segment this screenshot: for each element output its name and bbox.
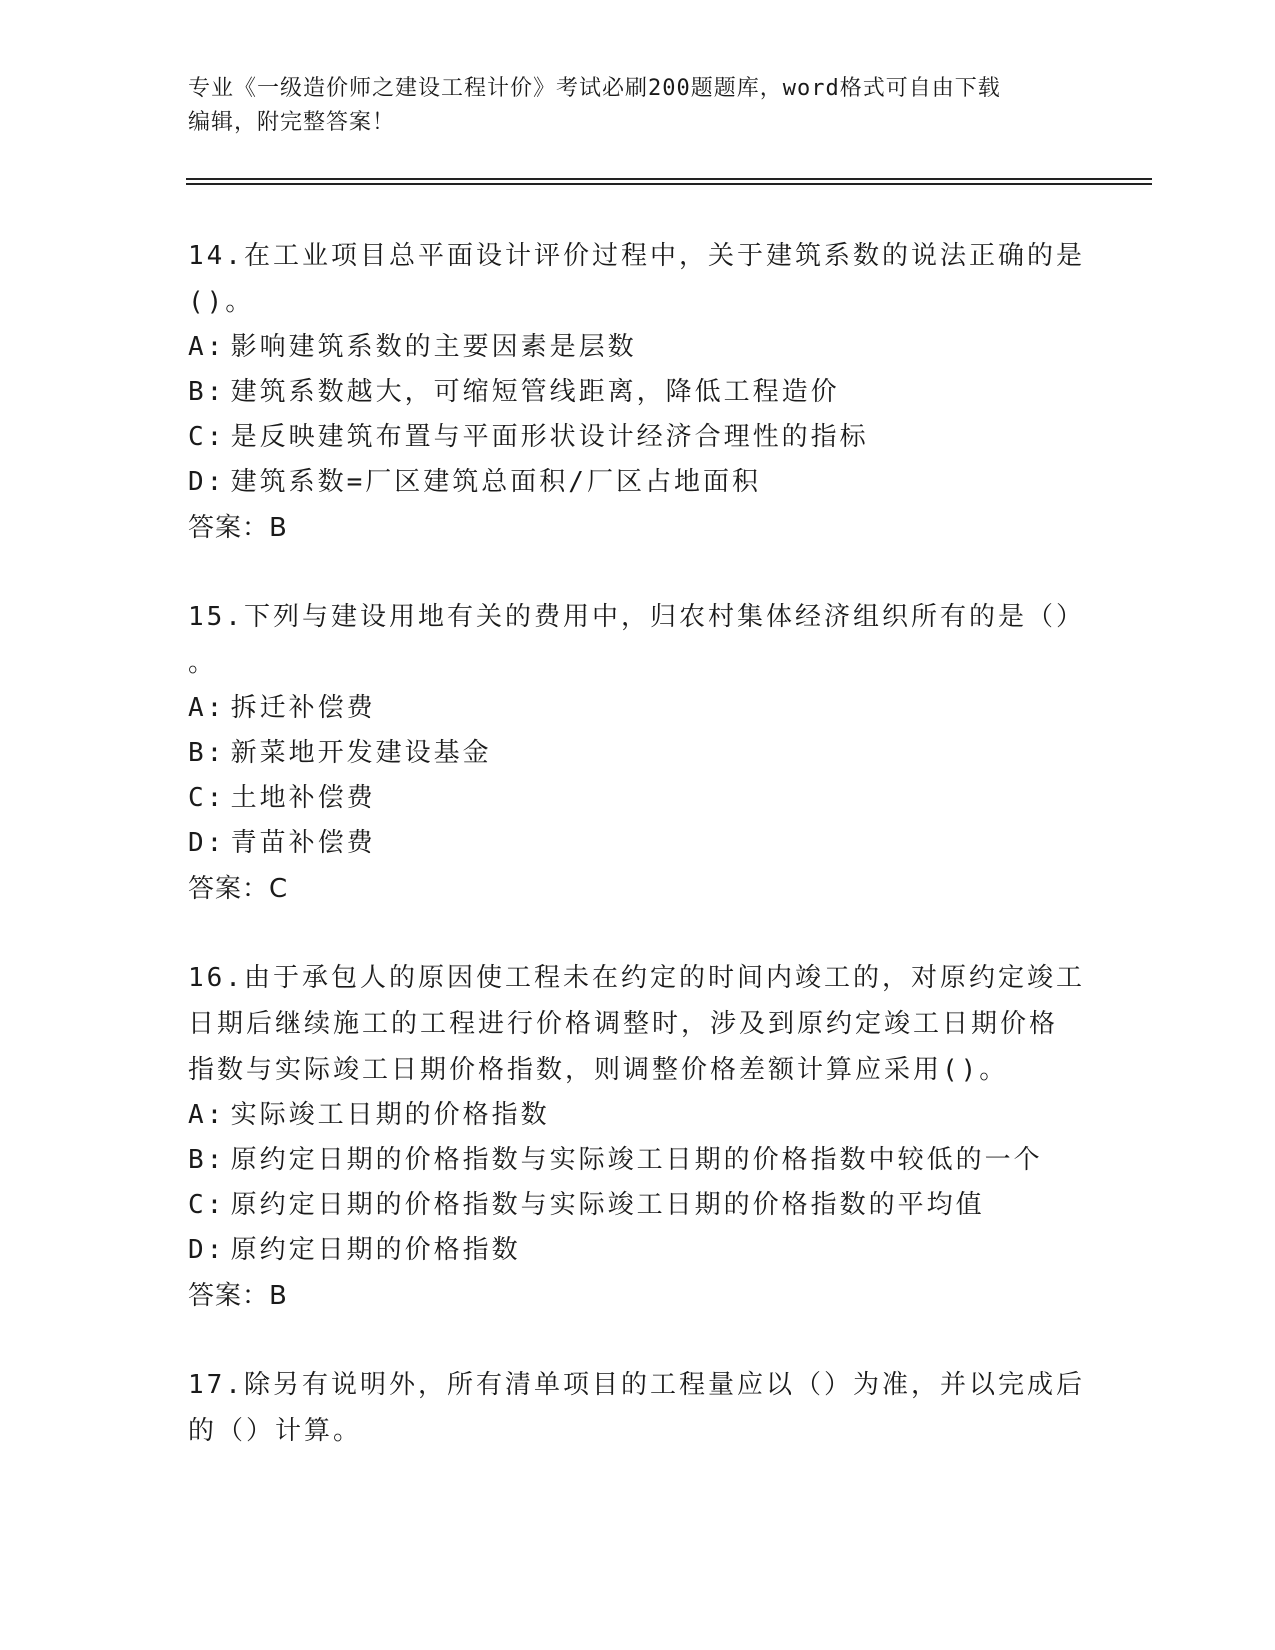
option-separator: : [206,693,226,723]
document-header [188,72,1088,140]
option-key: B [188,738,207,768]
option-separator: : [206,783,226,813]
option-separator: : [206,467,226,497]
question-list [188,233,1088,1497]
option-d [188,821,1088,866]
option-key: C [188,1190,207,1220]
question-block [188,594,1088,912]
option-b [188,1138,1088,1183]
option-separator: : [206,738,226,768]
header-line-1: 专业《一级造价师之建设工程计价》考试必刷200题题库，word格式可自由下载 [188,76,1001,101]
answer-line: 答案：B [188,1281,288,1311]
option-separator: : [206,422,226,452]
answer-line: 答案：B [188,513,288,543]
option-text: 建筑系数=厂区建筑总面积/厂区占地面积 [230,467,761,497]
option-key: D [188,1235,207,1265]
option-text: 原约定日期的价格指数与实际竣工日期的价格指数中较低的一个 [230,1145,1043,1175]
option-separator: : [206,377,226,407]
option-key: B [188,377,207,407]
option-b [188,370,1088,415]
option-text: 土地补偿费 [230,783,376,813]
option-a [188,325,1088,370]
option-key: A [188,693,207,723]
option-text: 原约定日期的价格指数 [230,1235,521,1265]
question-stem-line: 指数与实际竣工日期价格指数，则调整价格差额计算应采用()。 [188,1055,1009,1085]
option-text: 是反映建筑布置与平面形状设计经济合理性的指标 [230,422,869,452]
option-key: B [188,1145,207,1175]
option-text: 影响建筑系数的主要因素是层数 [230,332,637,362]
option-separator: : [206,1190,226,1220]
question-stem-line: 的（）计算。 [188,1416,363,1446]
question-stem-line: 17.除另有说明外，所有清单项目的工程量应以（）为准，并以完成后 [188,1370,1085,1400]
option-text: 拆迁补偿费 [230,693,376,723]
answer-line: 答案：C [188,874,289,904]
option-text: 原约定日期的价格指数与实际竣工日期的价格指数的平均值 [230,1190,985,1220]
question-block [188,233,1088,551]
option-separator: : [206,332,226,362]
header-divider-bottom [186,183,1152,185]
header-line-2: 编辑，附完整答案！ [188,110,396,135]
option-text: 青苗补偿费 [230,828,376,858]
option-key: D [188,828,207,858]
option-c [188,1183,1088,1228]
option-separator: : [206,828,226,858]
option-b [188,731,1088,776]
question-block [188,955,1088,1319]
option-key: C [188,783,207,813]
question-block [188,1362,1088,1454]
question-stem-line: 。 [188,648,218,678]
question-stem-line: 14.在工业项目总平面设计评价过程中，关于建筑系数的说法正确的是 [188,241,1085,271]
question-stem-line: 日期后继续施工的工程进行价格调整时，涉及到原约定竣工日期价格 [188,1009,1059,1039]
option-a [188,1093,1088,1138]
option-key: A [188,332,207,362]
option-separator: : [206,1145,226,1175]
option-d [188,1228,1088,1273]
question-stem-line: 15.下列与建设用地有关的费用中，归农村集体经济组织所有的是（） [188,602,1085,632]
header-divider-top [186,178,1152,180]
option-d [188,460,1088,505]
option-text: 实际竣工日期的价格指数 [230,1100,550,1130]
option-c [188,415,1088,460]
question-stem-line: 16.由于承包人的原因使工程未在约定的时间内竣工的，对原约定竣工 [188,963,1085,993]
question-stem-line: ()。 [188,287,255,317]
option-text: 新菜地开发建设基金 [230,738,492,768]
option-separator: : [206,1235,226,1265]
option-key: D [188,467,207,497]
option-key: A [188,1100,207,1130]
option-key: C [188,422,207,452]
option-a [188,686,1088,731]
option-c [188,776,1088,821]
option-text: 建筑系数越大，可缩短管线距离，降低工程造价 [230,377,840,407]
option-separator: : [206,1100,226,1130]
